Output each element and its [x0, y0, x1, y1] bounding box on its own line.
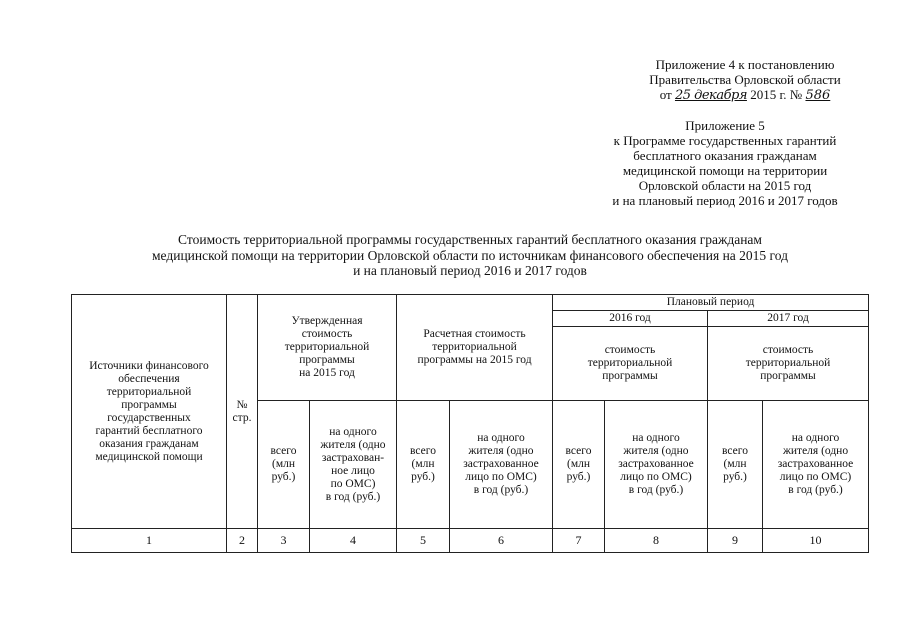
header-year-2016: 2016 год [553, 311, 708, 327]
header-approved-2015: Утвержденная стоимость территориальной программы на 2015 год [258, 295, 397, 401]
annex-4-line-2: Правительства Орловской области [649, 72, 841, 87]
header-total-col-3: всего (млн руб.) [258, 401, 310, 529]
column-number: 4 [310, 529, 397, 553]
header-cost-2016: стоимость территориальной программы [553, 327, 708, 401]
title-line-1: Стоимость территориальной программы государственных гарантий бесплатного оказания гражданам [178, 232, 762, 247]
header-year-2017: 2017 год [708, 311, 869, 327]
header-planning-period: Плановый период [553, 295, 869, 311]
column-number: 8 [605, 529, 708, 553]
header-estimated-2015: Расчетная стоимость территориальной программы на 2015 год [397, 295, 553, 401]
header-total-col-5: всего (млн руб.) [397, 401, 450, 529]
cost-table [71, 294, 869, 553]
column-number: 7 [553, 529, 605, 553]
annex-4-reference [600, 57, 890, 103]
annex-5-line-5: Орловской области на 2015 год [638, 178, 812, 193]
annex-4-date-line [600, 87, 890, 103]
column-number: 1 [72, 529, 227, 553]
annex-5-line-4: медицинской помощи на территории [622, 163, 828, 178]
column-number: 5 [397, 529, 450, 553]
column-number: 10 [763, 529, 869, 553]
annex-5-line-3: бесплатного оказания гражданам [633, 148, 817, 163]
header-cost-2017: стоимость территориальной программы [708, 327, 869, 401]
column-number: 2 [227, 529, 258, 553]
title-line-2: медицинской помощи на территории Орловской области по источникам финансового обеспечения на 2015 год [152, 247, 788, 263]
annex-5-line-2: к Программе государственных гарантий [613, 133, 837, 148]
column-number: 3 [258, 529, 310, 553]
header-per-capita-col-10: на одного жителя (одно застрахованное лицо по ОМС) в год (руб.) [763, 401, 869, 529]
header-row-number: № стр. [227, 295, 258, 529]
annex-5-line-6: и на плановый период 2016 и 2017 годов [612, 193, 838, 208]
header-sources: Источники финансового обеспечения территориальной программы государственных гарантий бесплатного оказания гражданам медицинской помощи [72, 295, 227, 529]
annex-5-reference [580, 118, 870, 208]
header-per-capita-col-6: на одного жителя (одно застрахованное лицо по ОМС) в год (руб.) [450, 401, 553, 529]
header-total-col-9: всего (млн руб.) [708, 401, 763, 529]
header-per-capita-col-4: на одного жителя (одно застрахован- ное лицо по ОМС) в год (руб.) [310, 401, 397, 529]
annex-4-line-1: Приложение 4 к постановлению [655, 57, 835, 72]
column-number: 6 [450, 529, 553, 553]
date-year: 2015 г. № [750, 87, 803, 102]
header-total-col-7: всего (млн руб.) [553, 401, 605, 529]
header-per-capita-col-8: на одного жителя (одно застрахованное лицо по ОМС) в год (руб.) [605, 401, 708, 529]
document-title [100, 232, 840, 279]
title-line-3: и на плановый период 2016 и 2017 годов [353, 263, 587, 278]
annex-5-line-1: Приложение 5 [685, 118, 765, 133]
column-number-row [72, 529, 869, 553]
date-prefix: от [659, 87, 672, 102]
column-number: 9 [708, 529, 763, 553]
handwritten-number: 586 [805, 88, 831, 103]
handwritten-date: 25 декабря [674, 88, 747, 103]
